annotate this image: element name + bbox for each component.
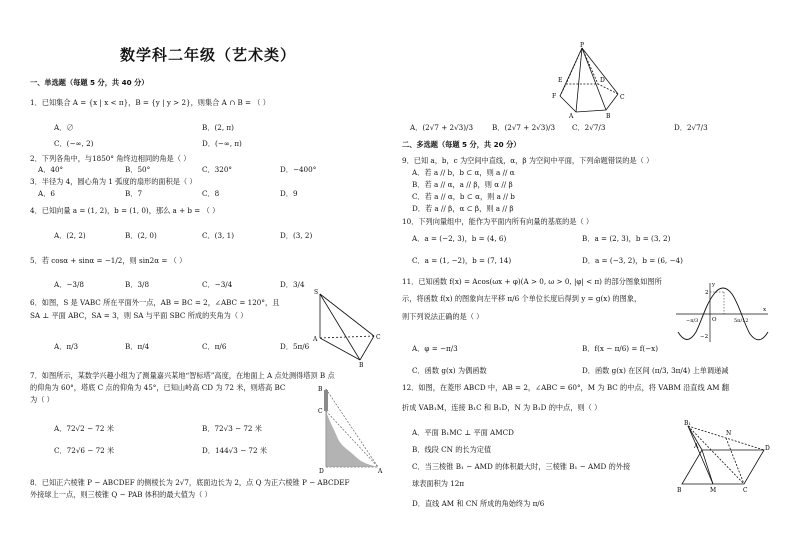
question-stem: 10．下列向量组中，能作为平面内所有向量的基底的是（ ） [402, 217, 594, 226]
question-stem: 3．半径为 4，圆心角为 1 弧度的扇形的面积是（ ） [30, 177, 197, 186]
label-a: A [569, 113, 574, 118]
option-d: D．3/4 [280, 280, 305, 289]
question-stem: 5．若 cosα + sinα = −1/2，则 sin2α = （ ） [30, 256, 187, 265]
question-stem: 4．已知向量 a = (1, 2)，b = (1, 0)，那么 a + b = （ ） [30, 206, 220, 215]
label-d: D [319, 468, 324, 475]
label-a: A [378, 468, 383, 475]
option-b: B．a = (2, 3)，b = (3, 2) [582, 234, 671, 243]
label-c: C [376, 334, 381, 341]
label-p: P [580, 42, 585, 49]
axis-label-y: y [712, 282, 716, 288]
option-a: A．∅ [54, 123, 74, 132]
cosine-graph-figure [674, 280, 770, 344]
option-b: B．π/4 [125, 342, 150, 351]
label-c: C [318, 408, 323, 415]
option-a: A．π/3 [54, 342, 79, 351]
option-b: B．f(x − π/6) = f(−x) [582, 344, 659, 353]
option-a: A．(2, 2) [54, 231, 86, 240]
option-a: A．72√2 − 72 米 [54, 424, 114, 433]
option-a: A．a = (−2, 3)，b = (4, 6) [412, 234, 507, 243]
option-c-line1: C．当三棱锥 B₁ − AMD 的体积最大时，三棱锥 B₁ − AMD 的外接 [412, 462, 631, 471]
question-stem: 1．已知集合 A = {x | x < π}，B = {y | y > 2}，则集合 A ∩ B = （ ） [30, 98, 270, 107]
rhombus-fold-figure [674, 420, 770, 496]
option-c: C．π/6 [202, 342, 227, 351]
option-c: C．72√6 − 72 米 [54, 446, 115, 455]
tick-label-neg2: −2 [700, 334, 709, 340]
question-stem-line2: SA ⊥ 平面 ABC，SA = 3，则 SA 与平面 SBC 所成的夹角为（ ） [30, 311, 248, 320]
label-b: B [359, 362, 364, 368]
option-d: D．−400° [280, 165, 317, 174]
question-stem-line1: 6．如图，S 是 VABC 所在平面外一点，AB = BC = 2，∠ABC = 120°，且 [30, 298, 280, 307]
label-c: C [743, 487, 748, 494]
axis-label-x: x [763, 307, 767, 313]
section-multi-choice: 二、多选题（每题 5 分，共 20 分） [402, 140, 521, 149]
label-b1: B₁ [684, 420, 691, 427]
option-d: D．a = (−3, 2)，b = (6, −4) [582, 256, 683, 265]
option-d: D．若 a // β，α ⊂ β，则 a // β [412, 204, 514, 213]
label-a: A [694, 443, 699, 450]
tick-label-neg-pi-3: −π/3 [686, 318, 699, 324]
option-d: D．函数 g(x) 在区间 (π/3, 3π/4) 上单调递减 [582, 366, 729, 375]
option-d: D．5π/6 [280, 342, 310, 351]
option-a: A．φ = −π/3 [412, 344, 458, 353]
question-stem-line3: 为（ ） [30, 395, 54, 404]
option-a: A．平面 B₁MC ⊥ 平面 AMCD [412, 428, 514, 437]
label-d: D [600, 77, 605, 84]
option-a: A．(2√7 + 2√3)/3 [410, 123, 474, 132]
label-b: B [677, 487, 682, 494]
section-single-choice: 一、单选题（每题 5 分，共 40 分） [30, 78, 149, 87]
question-stem-line2: 示，将函数 f(x) 的图象向左平移 π/6 个单位长度后得到 y = g(x) 的图象， [402, 294, 642, 303]
option-d: D．直线 AM 和 CN 所成的角始终为 π/6 [412, 499, 545, 508]
option-b: B．(2√7 + 2√3)/3 [492, 123, 556, 132]
question-stem-line1: 8．已知正六棱锥 P − ABCDEF 的侧棱长为 2√7，底面边长为 2，点 Q 为正六棱锥 P − ABCDEF [30, 478, 350, 487]
label-e: E [558, 77, 563, 84]
label-a: A [313, 336, 318, 343]
label-b: B [606, 113, 611, 118]
tick-label-2: 2 [705, 290, 709, 296]
option-c-line2: 球表面积为 12π [412, 479, 465, 488]
option-b: B．7 [125, 189, 143, 198]
option-c: C．a = (1, −2)，b = (7, 14) [412, 256, 512, 265]
option-b: B．(2, π) [202, 123, 234, 132]
question-stem-line2: 折成 VAB₁M，连接 B₁C 和 B₁D，N 为 B₁D 的中点，则（ ） [402, 403, 602, 412]
option-a: A．6 [38, 189, 55, 198]
option-c: C．(3, 1) [202, 231, 235, 240]
question-stem-line2: 的仰角为 60°，塔底 C 点的仰角为 45°，已知山岭高 CD 为 72 米，则塔高 BC [30, 383, 286, 392]
tetrahedron-figure [310, 288, 390, 368]
question-stem-line1: 7．如图所示，某数学兴趣小组为了测量嘉兴某地“智标塔”高度，在地面上 A 点处测得塔顶 B 点 [30, 371, 335, 380]
page-title: 数学科二年级（艺术类） [120, 46, 297, 64]
option-b: B．(2, 0) [125, 231, 157, 240]
question-stem-line2: 外接球上一点，则三棱锥 Q − PAB 体积的最大值为（ ） [30, 490, 212, 499]
label-b: B [318, 386, 323, 393]
option-c: C．−3/4 [202, 280, 233, 289]
option-b: B．若 a // α，a // β，则 α // β [412, 180, 513, 189]
option-c: C．若 a // α，b ⊂ α，则 a // b [412, 192, 515, 201]
option-d: D．9 [280, 189, 298, 198]
label-s: S [314, 289, 319, 296]
tick-label-5pi-12: 5π/12 [734, 318, 749, 324]
option-a: A．−3/8 [54, 280, 84, 289]
option-d: D．144√3 − 72 米 [202, 446, 268, 455]
option-b: B．72√3 − 72 米 [202, 424, 262, 433]
question-stem-line1: 12．如图，在菱形 ABCD 中，AB = 2，∠ABC = 60°，M 为 BC 的中点，将 VABM 沿直线 AM 翻 [402, 383, 729, 392]
hexagonal-pyramid-figure [536, 42, 632, 118]
tower-shape [324, 390, 328, 411]
option-b: B．50° [125, 165, 151, 174]
question-stem: 2．下列各角中，与1850° 角终边相同的角是（ ） [30, 154, 191, 163]
option-c: C．320° [202, 165, 232, 174]
option-a: A．40° [38, 165, 64, 174]
label-n: N [726, 430, 732, 437]
option-d: D．(−∞, π) [202, 139, 242, 148]
question-stem-line3: 则下列说法正确的是（ ） [402, 312, 484, 321]
option-b: B．线段 CN 的长为定值 [412, 445, 492, 454]
option-c: C．(−∞, 2) [54, 139, 94, 148]
option-d: D．2√7/3 [674, 123, 708, 132]
label-m: M [710, 487, 717, 494]
tower-mountain-figure [316, 385, 386, 475]
label-c: C [620, 94, 625, 101]
label-d: D [765, 445, 770, 452]
option-b: B．3/8 [125, 280, 150, 289]
option-c: C．函数 g(x) 为偶函数 [412, 366, 487, 375]
option-d: D．(3, 2) [280, 231, 313, 240]
question-stem: 9．已知 a，b，c 为空间中直线，α，β 为空间中平面，下列命题错误的是（ ） [402, 156, 654, 165]
question-stem-line1: 11．已知函数 f(x) = Acos(ωx + φ)(A > 0, ω > 0, |φ| < π) 的部分图象如图所 [402, 277, 662, 286]
option-c: C．2√7/3 [572, 123, 606, 132]
origin-label: O [712, 317, 717, 323]
option-a: A．若 a // b，b ⊂ α，则 a // α [412, 168, 515, 177]
label-f: F [552, 93, 557, 100]
option-c: C．8 [202, 189, 220, 198]
